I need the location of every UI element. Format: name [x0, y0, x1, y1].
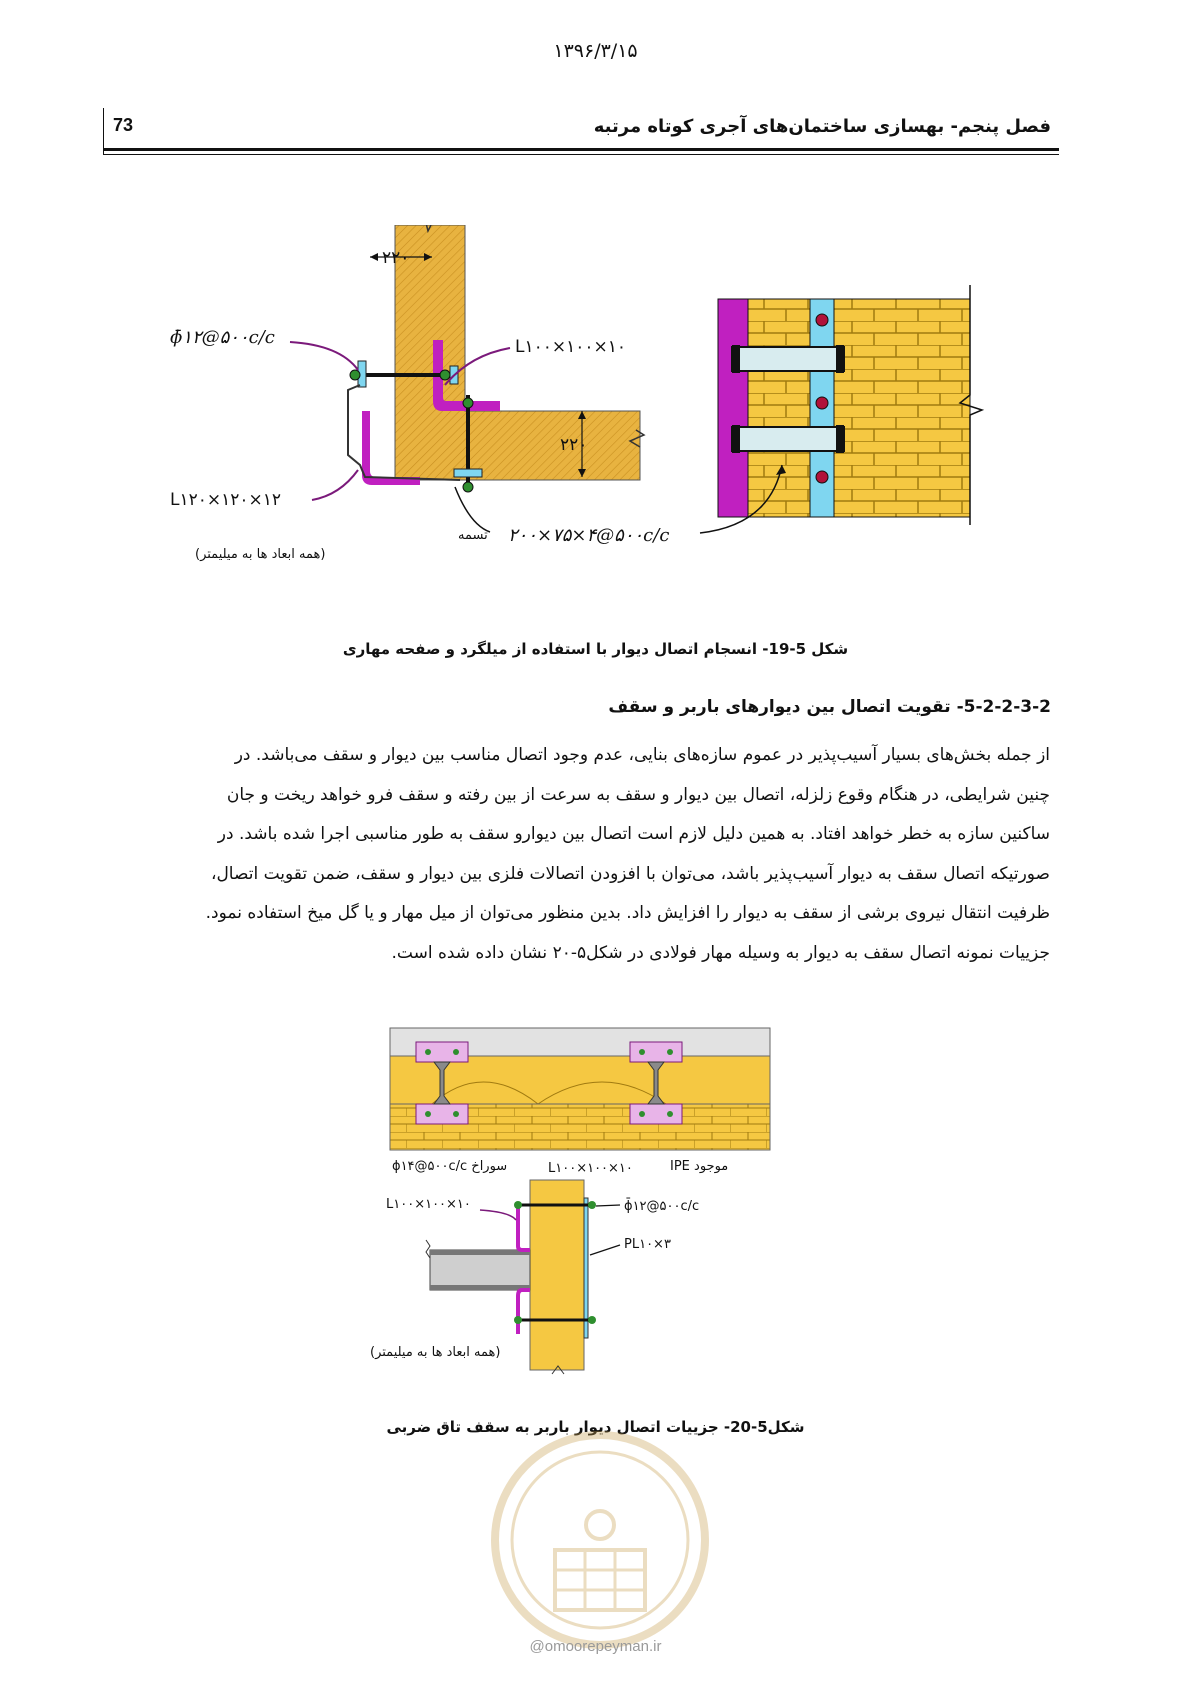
hole-spec-label: ϕ۱۴@۵۰۰c/c سوراخ	[392, 1159, 508, 1174]
wall-elevation	[700, 285, 982, 533]
paragraph-line: چنین شرایطی، در هنگام وقوع زلزله، اتصال بین دیوار و سقف به سرعت از بین رفته و سقف فرو خواهد ریخت و جان	[226, 784, 1050, 805]
figure-20-caption: شکل5-20- جزییات اتصال دیوار باربر به سقف تاق ضربی	[386, 1418, 805, 1436]
paragraph-line: صورتیکه اتصال سقف به دیوار آسیب‌پذیر باشد، می‌توان با افزودن اتصالات فلزی بین دیوار و سقف، ضمن تقویت اتصال،	[210, 863, 1050, 884]
units-note-19: (همه ابعاد ها به میلیمتر)	[195, 547, 326, 562]
paragraph-line: از جمله بخش‌های بسیار آسیب‌پذیر در عموم سازه‌های بنایی، عدم وجود اتصال مناسب بین دیوار و سقف می‌باشد. در	[234, 745, 1050, 765]
page-number: 73	[113, 115, 134, 135]
dim-top-label: ۲۲۰	[382, 248, 410, 268]
dim-right-label: ۲۲۰	[560, 435, 588, 455]
angle-top-label-20: L۱۰۰×۱۰۰×۱۰	[548, 1161, 633, 1176]
ipe-label: IPE موجود	[670, 1159, 729, 1174]
rod-spec-label: ϕ̄۱۲@۵۰۰c/c	[170, 327, 275, 348]
watermark-text: @omoorepeyman.ir	[529, 1638, 662, 1655]
strap-word-label: تسمه	[458, 528, 488, 543]
rod-label-20: ϕ̄۱۲@۵۰۰c/c	[624, 1199, 700, 1214]
header-rule-thin	[103, 154, 1059, 155]
angle-left-label-20: L۱۰۰×۱۰۰×۱۰	[386, 1197, 471, 1212]
angle-bottom-label: L۱۲۰×۱۲۰×۱۲	[170, 490, 282, 510]
chapter-title: فصل پنجم- بهسازی ساختمان‌های آجری کوتاه مرتبه	[593, 116, 1051, 137]
strap-spec-label: ۲۰۰×۷۵×۴@۵۰۰c/c	[508, 525, 670, 546]
jack-arch-elevation	[390, 1028, 770, 1150]
paragraph-line: جزییات نمونه اتصال سقف به دیوار به وسیله مهار فولادی در شکل۵-۲۰ نشان داده شده است.	[391, 942, 1050, 963]
body-paragraph	[138, 736, 1050, 973]
section-heading: 5-2-2-3-2- تقویت اتصال بین دیوارهای باربر و سقف	[608, 697, 1051, 717]
header-rule-thick	[103, 148, 1059, 151]
figure-19-caption: شکل 5-19- انسجام اتصال دیوار با استفاده از میلگرد و صفحه مهاری	[342, 640, 849, 658]
paragraph-line: ساکنین سازه به خطر خواهد افتاد. به همین دلیل لازم است اتصال بین دیوارو سقف به طور مناسبی اجرا شده باشد. در	[217, 824, 1050, 844]
figure-19-drawing	[170, 225, 1050, 615]
figure-20-drawing	[370, 1020, 810, 1380]
plate-label-20: PL۱۰×۳	[624, 1237, 671, 1252]
paragraph-line: ظرفیت انتقال نیروی برشی از سقف به دیوار را افزایش داد. بدین منظور می‌توان از میل مهار و یا گل میخ استفاده نمود.	[205, 903, 1050, 923]
units-note-20: (همه ابعاد ها به میلیمتر)	[370, 1345, 501, 1360]
print-date: ۱۳۹۶/۳/۱۵	[553, 40, 638, 62]
angle-top-label: L۱۰۰×۱۰۰×۱۰	[515, 337, 627, 357]
watermark-seal	[480, 1430, 720, 1660]
